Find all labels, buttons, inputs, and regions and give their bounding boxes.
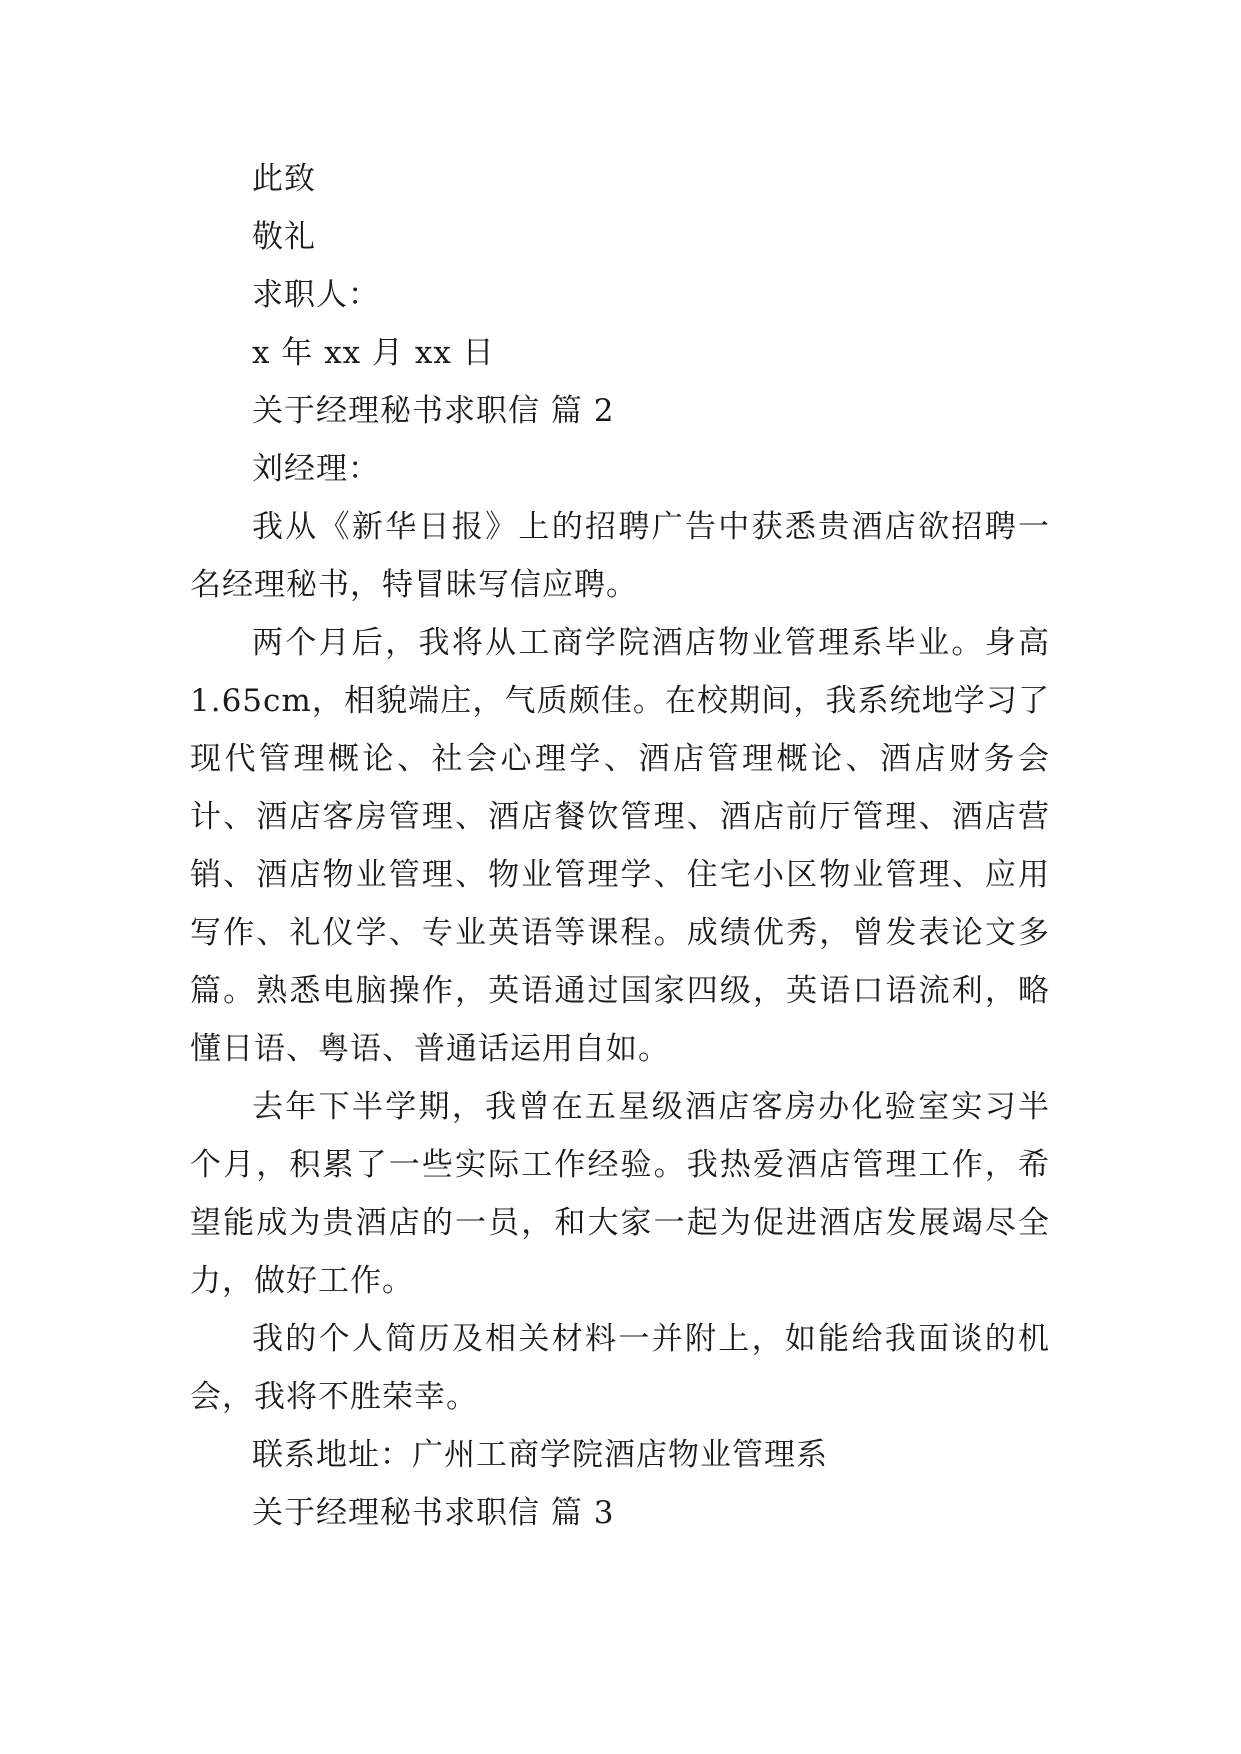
section-heading: 关于经理秘书求职信 篇 2 xyxy=(252,393,615,429)
closing-line: 此致 xyxy=(252,161,316,197)
body-paragraph: 我从《新华日报》上的招聘广告中获悉贵酒店欲招聘一名经理秘书，特冒昧写信应聘。 xyxy=(190,509,1050,603)
signer-label: 求职人： xyxy=(252,277,380,313)
date-line: x 年 xx 月 xx 日 xyxy=(252,335,495,371)
closing-line: 敬礼 xyxy=(252,219,316,255)
body-paragraph: 我的个人简历及相关材料一并附上，如能给我面谈的机会，我将不胜荣幸。 xyxy=(190,1321,1050,1415)
body-paragraph: 两个月后，我将从工商学院酒店物业管理系毕业。身高 1.65cm，相貌端庄，气质颇佳。在校期间，我系统地学习了现代管理概论、社会心理学、酒店管理概论、酒店财务会计、酒店客房管理、酒店餐饮管理、酒店前厅管理、酒店营销、酒店物业管理、物业管理学、住宅小区物业管理、应用写作、礼仪学、专业英语等课程。成绩优秀，曾发表论文多篇。熟悉电脑操作，英语通过国家四级，英语口语流利，略懂日语、粤语、普通话运用自如。 xyxy=(190,625,1050,1067)
body-paragraph: 去年下半学期，我曾在五星级酒店客房办化验室实习半个月，积累了一些实际工作经验。我热爱酒店管理工作，希望能成为贵酒店的一员，和大家一起为促进酒店发展竭尽全力，做好工作。 xyxy=(190,1089,1050,1299)
salutation: 刘经理： xyxy=(252,451,380,487)
section-heading: 关于经理秘书求职信 篇 3 xyxy=(252,1495,615,1531)
document-body xyxy=(190,150,1050,1542)
contact-address: 联系地址：广州工商学院酒店物业管理系 xyxy=(252,1437,828,1473)
